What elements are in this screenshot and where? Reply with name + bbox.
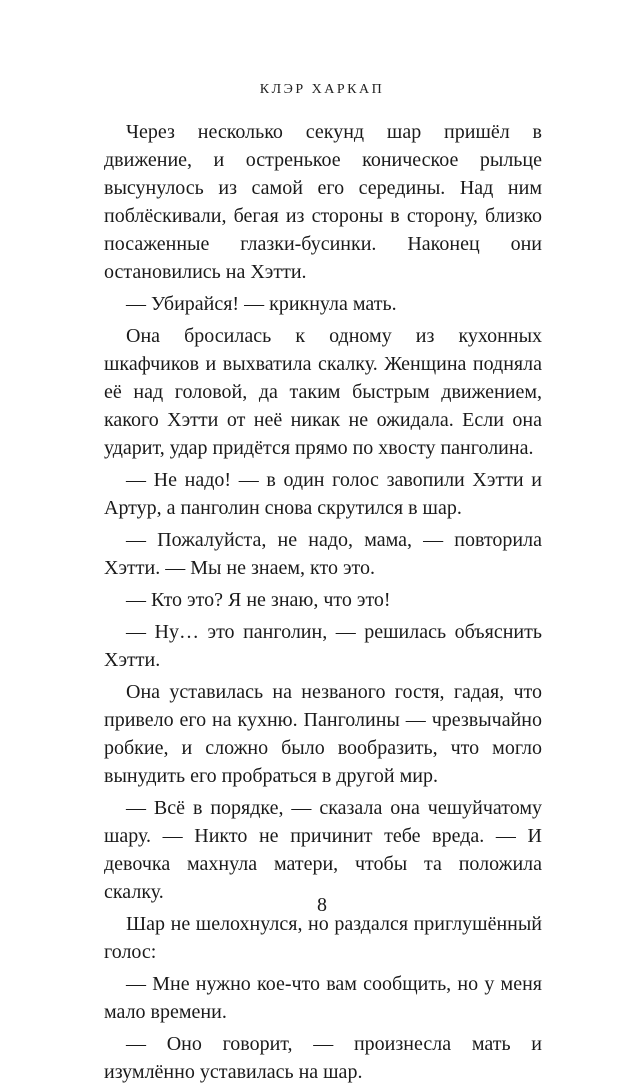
paragraph: — Ну… это панголин, — решилась объяснить Хэтти.: [104, 621, 542, 671]
paragraph: Через несколько секунд шар пришёл в движение, и остренькое коническое рыльце высунулось из самой его середины. Над ним поблёскивали, бегая из стороны в сторону, близко посаженные глазки-бусинки. Наконец они остановились на Хэтти.: [104, 121, 542, 283]
body-text: [104, 118, 542, 1090]
paragraph: — Всё в порядке, — сказала она чешуйчатому шару. — Никто не причинит тебе вреда. — И девочка махнула матери, чтобы та положила скалку.: [104, 797, 542, 903]
paragraph: — Кто это? Я не знаю, что это!: [126, 589, 391, 611]
page-number: 8: [317, 894, 327, 916]
paragraph: — Не надо! — в один голос завопили Хэтти и Артур, а панголин снова скрутился в шар.: [104, 469, 542, 519]
paragraph: — Убирайся! — крикнула мать.: [126, 293, 397, 315]
paragraph: Она уставилась на незваного гостя, гадая, что привело его на кухню. Панголины — чрезвычайно робкие, и сложно было вообразить, что могло вынудить его пробраться в другой мир.: [104, 681, 542, 787]
paragraph: — Оно говорит, — произнесла мать и изумлённо уставилась на шар.: [104, 1033, 542, 1083]
paragraph: — Мне нужно кое-что вам сообщить, но у меня мало времени.: [104, 973, 542, 1023]
running-header: КЛЭР ХАРКАП: [259, 82, 385, 97]
paragraph: — Пожалуйста, не надо, мама, — повторила Хэтти. — Мы не знаем, кто это.: [104, 529, 542, 579]
paragraph: Она бросилась к одному из кухонных шкафчиков и выхватила скалку. Женщина подняла её над головой, да таким быстрым движением, какого Хэтти от неё никак не ожидала. Если она ударит, удар придётся прямо по хвосту панголина.: [104, 325, 542, 459]
paragraph: Шар не шелохнулся, но раздался приглушённый голос:: [104, 913, 542, 963]
